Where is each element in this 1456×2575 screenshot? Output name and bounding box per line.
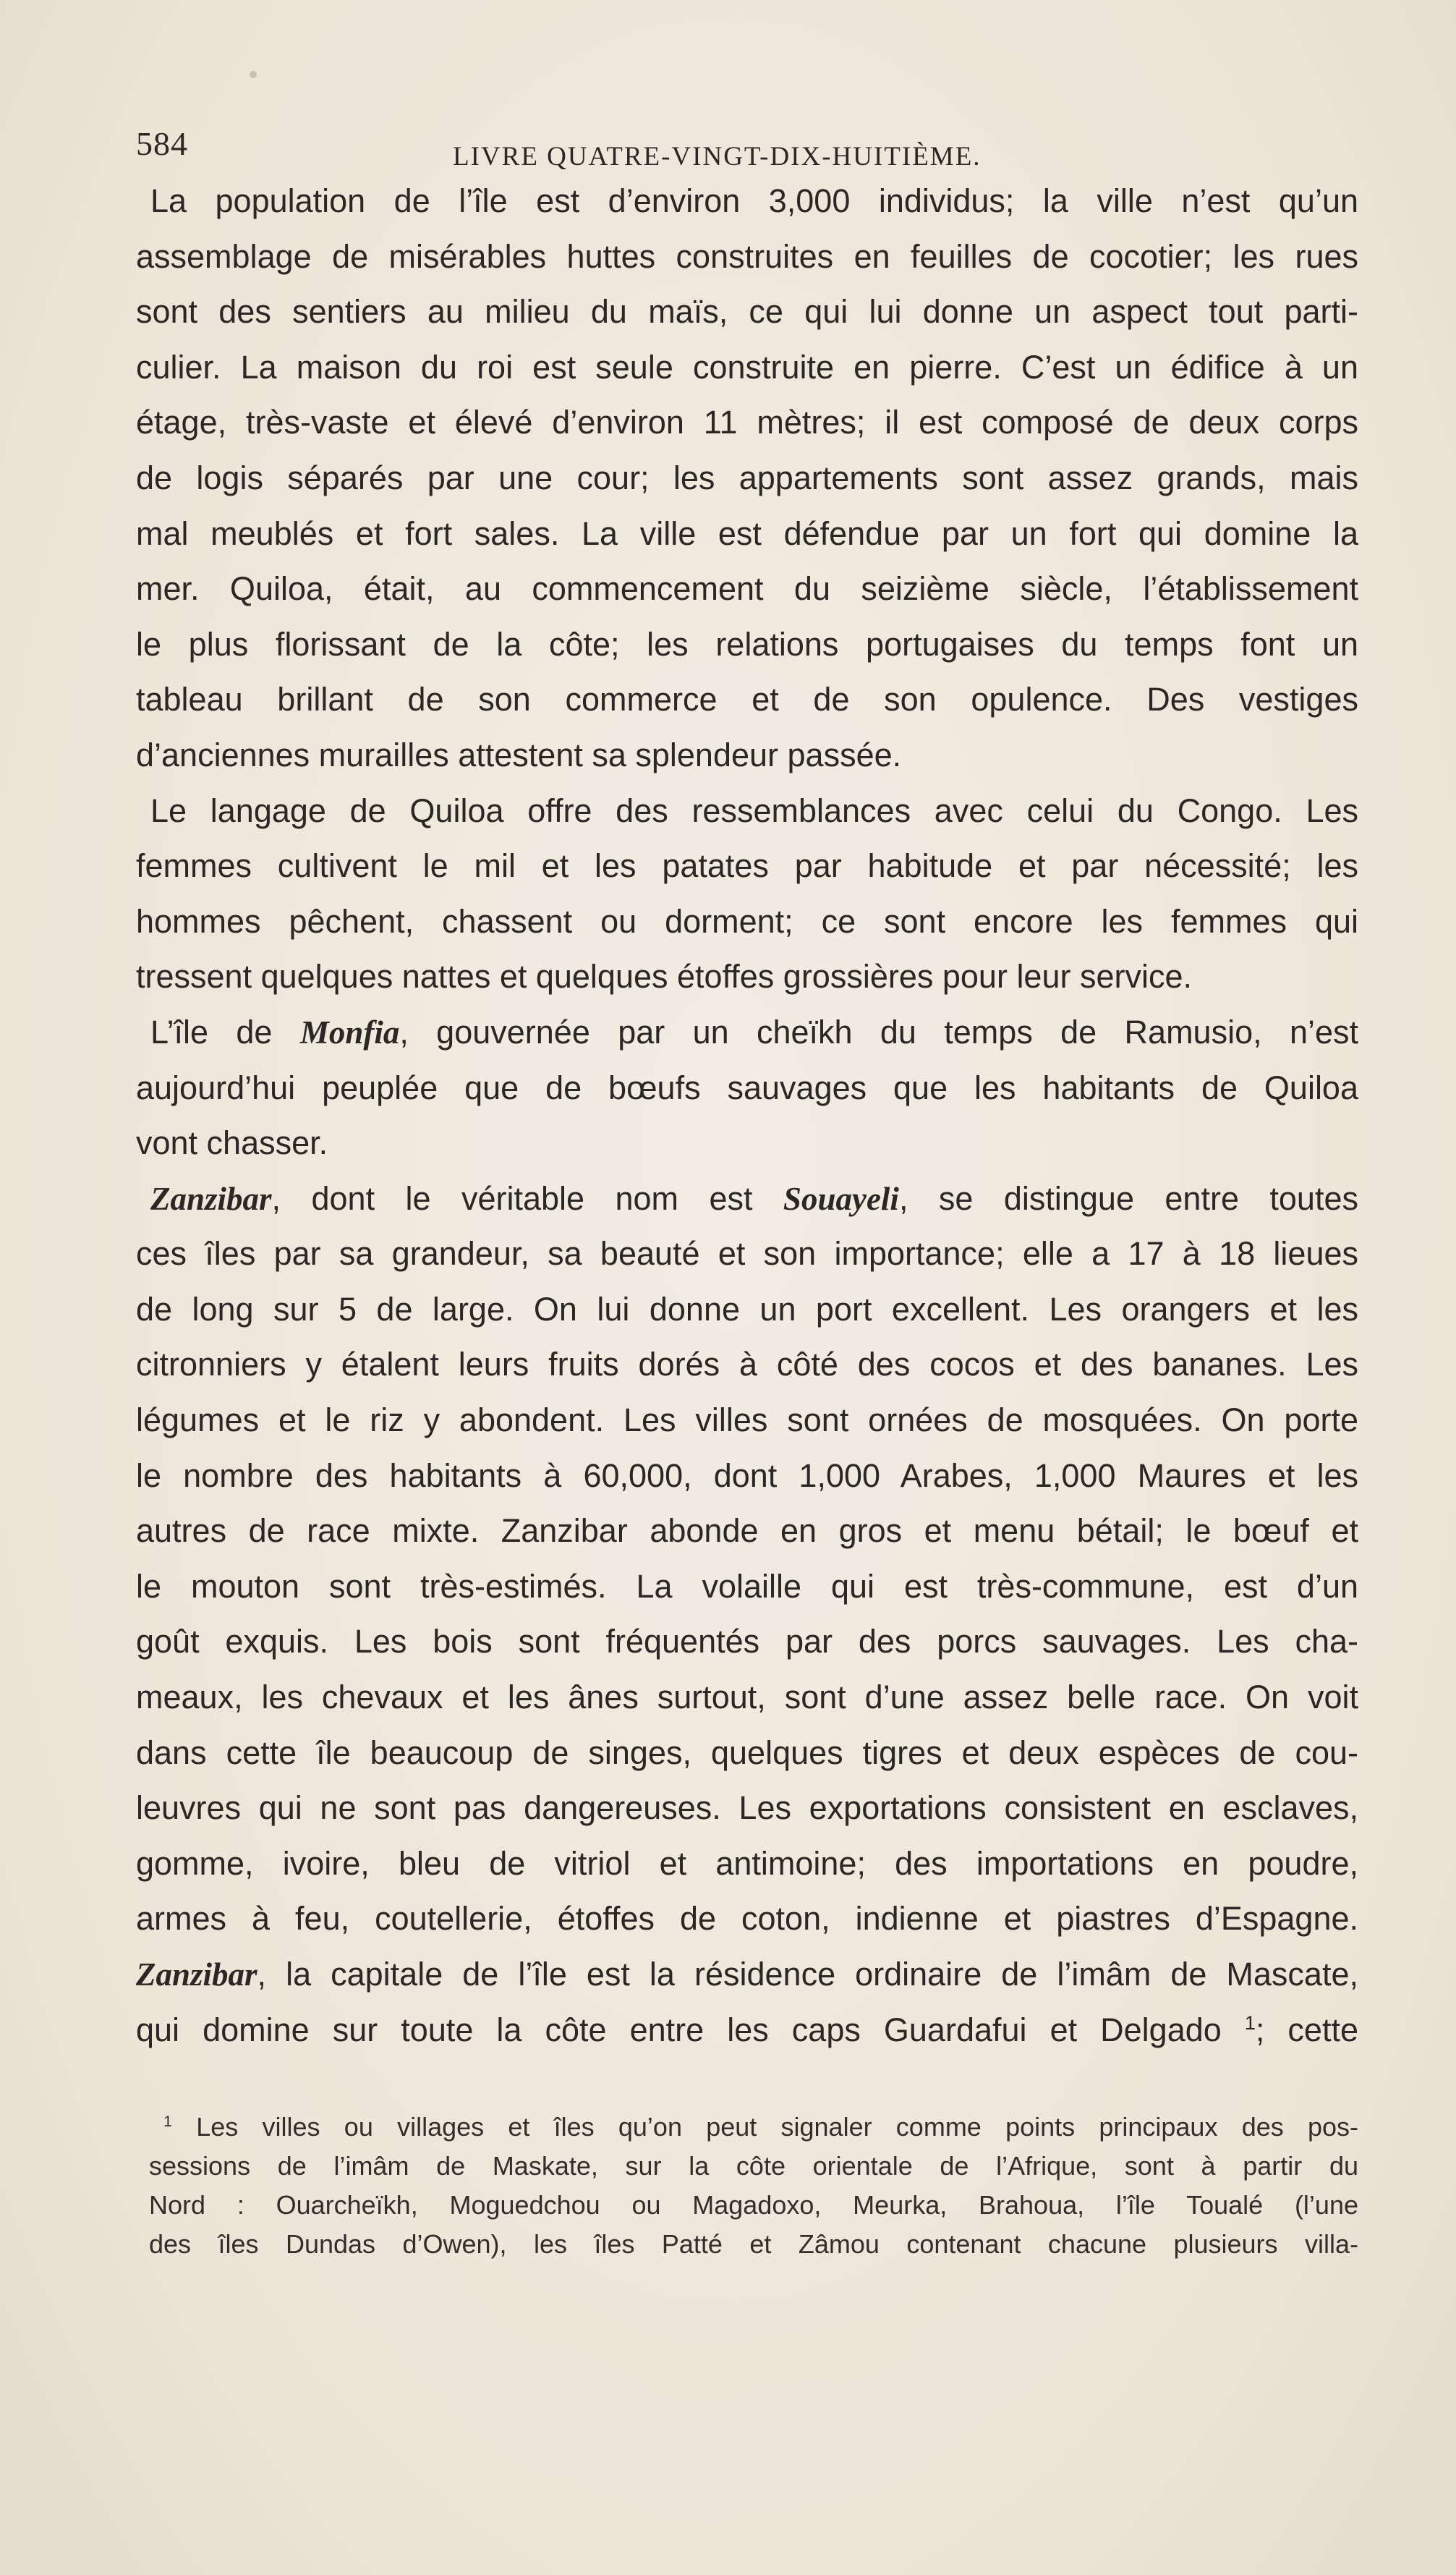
text-fragment: , la capitale de l’île est la résidence ordinaire de l’imâm de Mascate,	[257, 1956, 1358, 1993]
place-name-zanzibar-capital: Zanzibar	[136, 1956, 257, 1993]
text-line-delgado	[136, 2003, 1358, 2058]
footnote-reference[interactable]: 1	[1244, 2011, 1256, 2034]
text-line: le nombre des habitants à 60,000, dont 1,000 Arabes, 1,000 Maures et les	[136, 1456, 1358, 1494]
text-line: autres de race mixte. Zanzibar abonde en gros et menu bétail; le bœuf et	[136, 1512, 1358, 1550]
footnote-line: sessions de l’imâm de Maskate, sur la côte orientale de l’Afrique, sont à partir du	[149, 2151, 1358, 2181]
text-line: aujourd’hui peuplée que de bœufs sauvages que les habitants de Quiloa	[136, 1069, 1358, 1106]
footnote-line	[149, 2108, 1358, 2147]
running-head: LIVRE QUATRE-VINGT-DIX-HUITIÈME.	[453, 142, 982, 171]
text-line: gomme, ivoire, bleu de vitriol et antimoine; des importations en poudre,	[136, 1844, 1358, 1882]
text-line: légumes et le riz y abondent. Les villes sont ornées de mosquées. On porte	[136, 1401, 1358, 1439]
footnote-line: Nord : Ouarcheïkh, Moguedchou ou Magadoxo, Meurka, Brahoua, l’île Toualé (l’une	[149, 2190, 1358, 2220]
text-line-capital	[136, 1947, 1358, 2003]
text-line: de long sur 5 de large. On lui donne un port excellent. Les orangers et les	[136, 1290, 1358, 1328]
text-line: La population de l’île est d’environ 3,000 individus; la ville n’est qu’un	[150, 182, 1358, 219]
text-line: Le langage de Quiloa offre des ressemblances avec celui du Congo. Les	[150, 792, 1358, 829]
text-fragment: qui domine sur toute la côte entre les caps Guardafui et Delgado	[136, 2011, 1222, 2048]
place-name-monfia: Monfia	[299, 1014, 400, 1051]
text-line-monfia	[136, 1005, 1358, 1061]
text-line: meaux, les chevaux et les ânes surtout, sont d’une assez belle race. On voit	[136, 1679, 1358, 1716]
text-line: dans cette île beaucoup de singes, quelques tigres et deux espèces de cou-	[136, 1734, 1358, 1771]
text-line: leuvres qui ne sont pas dangereuses. Les exportations consistent en esclaves,	[136, 1789, 1358, 1827]
text-line: mal meublés et fort sales. La ville est défendue par un fort qui domine la	[136, 514, 1358, 552]
text-line: vont chasser.	[136, 1124, 328, 1162]
text-line: mer. Quiloa, était, au commencement du seizième siècle, l’établissement	[136, 570, 1358, 608]
place-name-zanzibar: Zanzibar	[150, 1180, 272, 1217]
text-line: goût exquis. Les bois sont fréquentés par des porcs sauvages. Les cha-	[136, 1623, 1358, 1660]
text-fragment: , gouvernée par un cheïkh du temps de Ramusio, n’est	[399, 1013, 1359, 1051]
text-line: culier. La maison du roi est seule construite en pierre. C’est un édifice à un	[136, 348, 1358, 386]
paper-speck	[250, 71, 257, 78]
text-fragment: Les villes ou villages et îles qu’on peut signaler comme points principaux des pos-	[196, 2112, 1358, 2142]
text-line: tableau brillant de son commerce et de son opulence. Des vestiges	[136, 681, 1358, 718]
place-name-souayeli: Souayeli	[783, 1180, 899, 1217]
text-line: ces îles par sa grandeur, sa beauté et son importance; elle a 17 à 18 lieues	[136, 1235, 1358, 1273]
text-line: d’anciennes murailles attestent sa splendeur passée.	[136, 736, 902, 773]
text-line-zanzibar	[136, 1171, 1358, 1227]
text-line: le plus florissant de la côte; les relations portugaises du temps font un	[136, 625, 1358, 663]
text-fragment: L’île de	[150, 1013, 273, 1051]
footnote-line: des îles Dundas d’Owen), les îles Patté et Zâmou contenant chacune plusieurs villa-	[149, 2229, 1358, 2259]
text-line: étage, très-vaste et élevé d’environ 11 mètres; il est composé de deux corps	[136, 404, 1358, 441]
text-fragment: , se distingue entre toutes	[898, 1179, 1358, 1217]
text-fragment: , dont le véritable nom est	[271, 1179, 753, 1217]
text-line: assemblage de misérables huttes construites en feuilles de cocotier; les rues	[136, 237, 1358, 275]
text-line: citronniers y étalent leurs fruits dorés à côté des cocos et des bananes. Les	[136, 1346, 1358, 1383]
body-text	[136, 174, 1358, 2058]
text-line: femmes cultivent le mil et les patates par habitude et par nécessité; les	[136, 847, 1358, 885]
footnote-marker: 1	[163, 2112, 173, 2130]
text-line: sont des sentiers au milieu du maïs, ce qui lui donne un aspect tout parti-	[136, 293, 1358, 331]
text-line: armes à feu, coutellerie, étoffes de coton, indienne et piastres d’Espagne.	[136, 1900, 1358, 1938]
text-line: de logis séparés par une cour; les appartements sont assez grands, mais	[136, 459, 1358, 496]
text-line: hommes pêchent, chassent ou dorment; ce sont encore les femmes qui	[136, 902, 1358, 940]
text-line: tressent quelques nattes et quelques étoffes grossières pour leur service.	[136, 958, 1193, 996]
text-fragment: ; cette	[1255, 2011, 1358, 2048]
footnote	[149, 2108, 1358, 2264]
page-number: 584	[136, 125, 188, 162]
text-line: le mouton sont très-estimés. La volaille qui est très-commune, est d’un	[136, 1567, 1358, 1605]
